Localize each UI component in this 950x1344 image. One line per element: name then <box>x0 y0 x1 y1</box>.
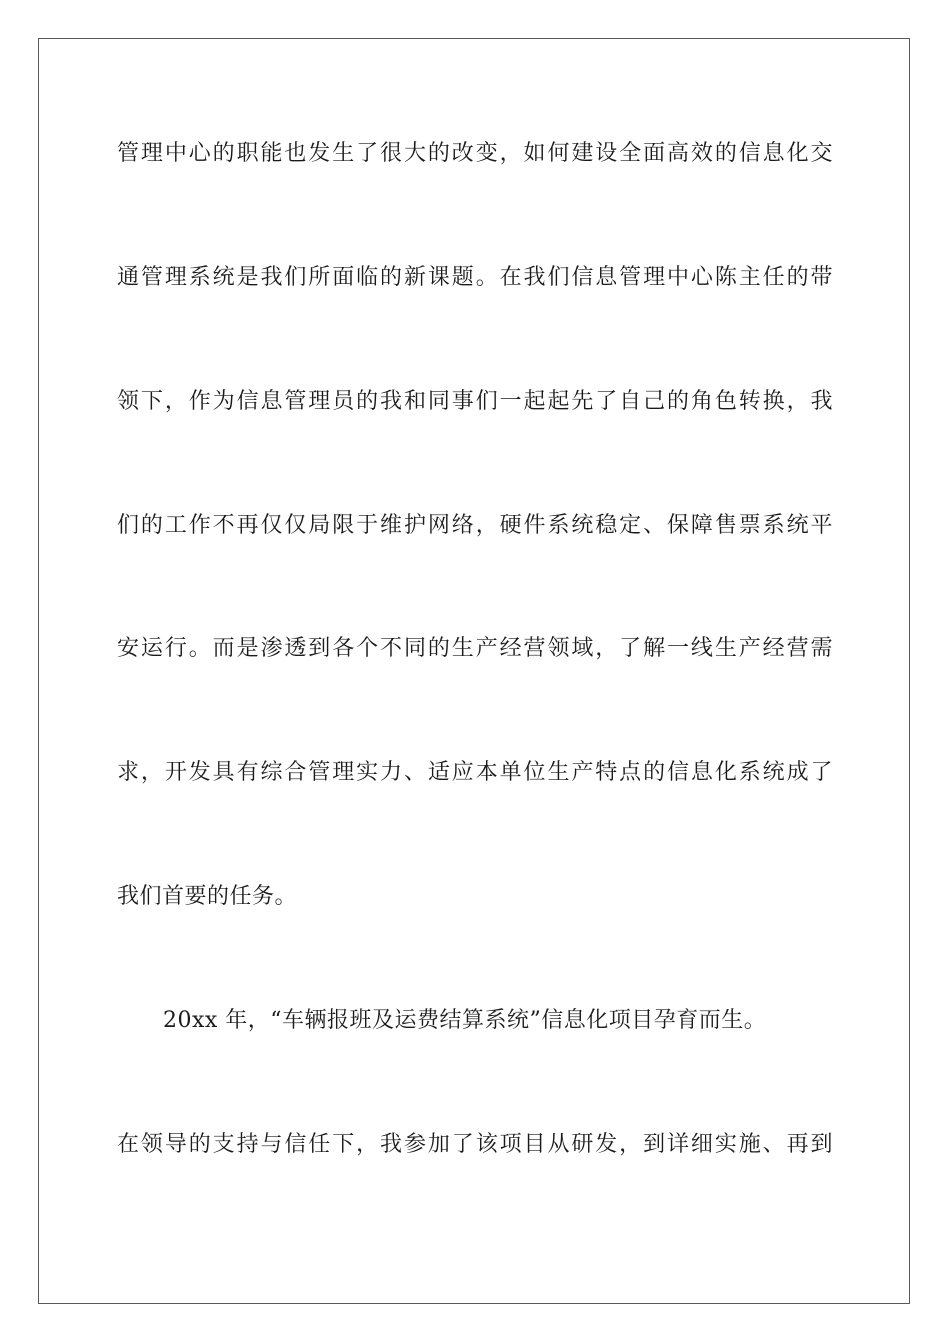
paragraph-line: 安运行。而是渗透到各个不同的生产经营领域，了解一线生产经营需 <box>117 636 833 661</box>
paragraph-line: 20xx 年，“车辆报班及运费结算系统”信息化项目孕育而生。 <box>163 1008 767 1033</box>
paragraph-line: 管理中心的职能也发生了很大的改变，如何建设全面高效的信息化交 <box>117 141 833 166</box>
paragraph-line: 我们首要的任务。 <box>117 884 298 909</box>
paragraph-line: 在领导的支持与信任下，我参加了该项目从研发，到详细实施、再到 <box>117 1132 833 1157</box>
paragraph-line: 求，开发具有综合管理实力、适应本单位生产特点的信息化系统成了 <box>117 760 833 785</box>
page-border <box>38 38 910 1304</box>
paragraph-line: 通管理系统是我们所面临的新课题。在我们信息管理中心陈主任的带 <box>117 265 833 290</box>
paragraph-line: 们的工作不再仅仅局限于维护网络，硬件系统稳定、保障售票系统平 <box>117 513 833 538</box>
paragraph-line: 领下，作为信息管理员的我和同事们一起起先了自己的角色转换，我 <box>117 389 833 414</box>
